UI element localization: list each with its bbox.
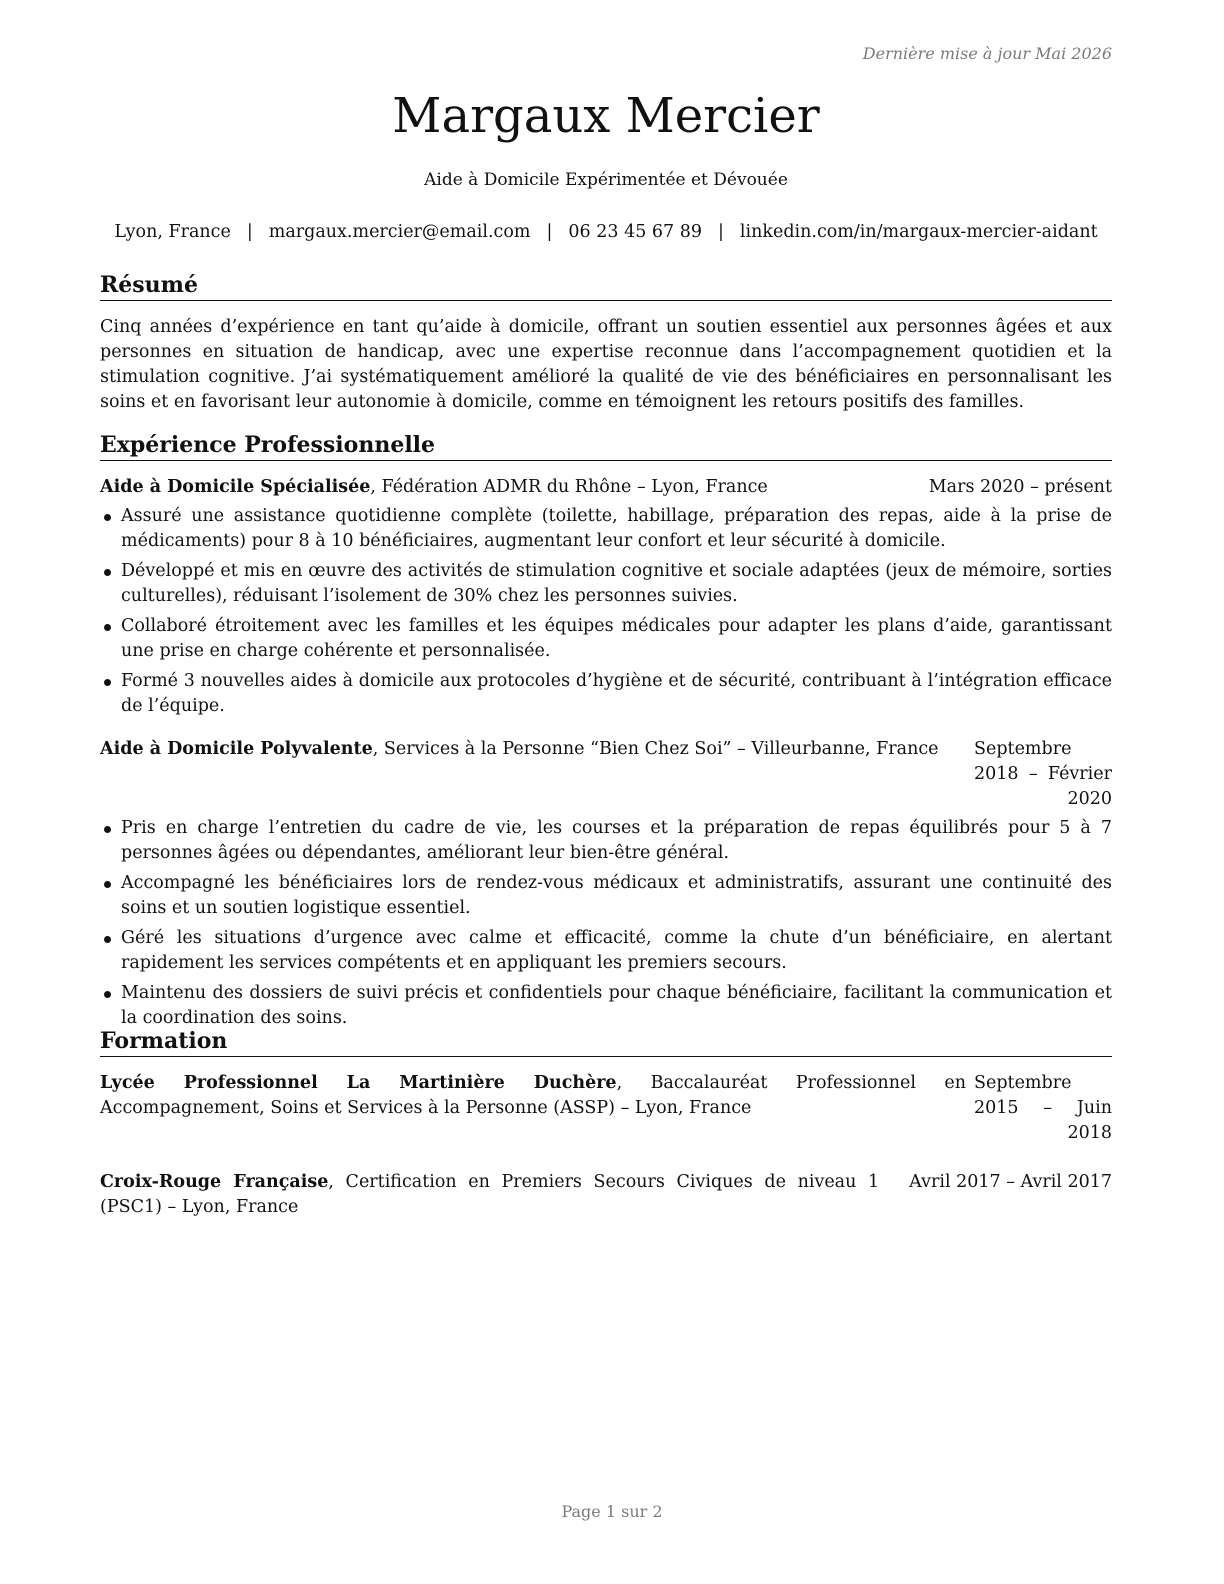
summary-section	[100, 270, 1112, 415]
list-item: Maintenu des dossiers de suivi précis et confidentiels pour chaque bénéficiaire, facilitant la communication et la coordination des soins.	[100, 981, 1112, 1031]
education-detail: , Certification en Premiers Secours Civiques de niveau 1 (PSC1) – Lyon, France	[100, 1172, 880, 1217]
contact-location: Lyon, France	[114, 222, 231, 242]
job-header	[100, 737, 1112, 812]
list-item: Géré les situations d’urgence avec calme et efficacité, comme la chute d’un bénéficiaire, en alertant rapidement les services compétents et en appliquant les premiers secours.	[100, 926, 1112, 976]
job-org: , Fédération ADMR du Rhône – Lyon, France	[370, 477, 768, 497]
education-entry	[100, 1071, 1112, 1146]
contact-phone[interactable]: 06 23 45 67 89	[568, 222, 702, 242]
bullet-icon	[104, 624, 111, 631]
contact-separator: |	[546, 222, 553, 242]
job-title-line	[100, 475, 921, 500]
job-entry	[100, 475, 1112, 719]
job-role: Aide à Domicile Polyvalente	[100, 739, 373, 759]
bullet-icon	[104, 936, 111, 943]
education-entry	[100, 1170, 1112, 1220]
education-line	[100, 1071, 966, 1121]
job-org: , Services à la Personne “Bien Chez Soi” – Villeurbanne, France	[372, 739, 939, 759]
education-school: Lycée Professionnel La Martinière Duchère	[100, 1073, 617, 1093]
education-line	[100, 1170, 879, 1220]
list-item: Assuré une assistance quotidienne complète (toilette, habillage, préparation des repas, aide à la prise de médicaments) pour 8 à 10 bénéficiaires, augmentant leur confort et leur sécurité à domicile.	[100, 504, 1112, 554]
job-role: Aide à Domicile Spécialisée	[100, 477, 371, 497]
contact-linkedin[interactable]: linkedin.com/in/margaux-mercier-aidant	[739, 222, 1098, 242]
candidate-name: Margaux Mercier	[392, 88, 820, 144]
education-dates: Septembre 2015 – Juin 2018	[974, 1073, 1112, 1143]
experience-section	[100, 430, 1112, 1036]
contact-email[interactable]: margaux.mercier@email.com	[268, 222, 531, 242]
job-entry	[100, 737, 1112, 1031]
section-title-experience: Expérience Professionnelle	[100, 430, 1112, 461]
list-item: Développé et mis en œuvre des activités de stimulation cognitive et sociale adaptées (jeux de mémoire, sorties culturelles), réduisant l’isolement de 30% chez les personnes suivies.	[100, 559, 1112, 609]
list-item: Formé 3 nouvelles aides à domicile aux protocoles d’hygiène et de sécurité, contribuant à l’intégration efficace de l’équipe.	[100, 669, 1112, 719]
list-item: Collaboré étroitement avec les familles et les équipes médicales pour adapter les plans d’aide, garantissant une prise en charge cohérente et personnalisée.	[100, 614, 1112, 664]
job-title-line	[100, 737, 966, 762]
contact-separator: |	[718, 222, 724, 242]
page-number: Page 1 sur 2	[561, 1502, 663, 1521]
bullet-icon	[104, 881, 111, 888]
bullet-icon	[104, 514, 111, 521]
section-title-education: Formation	[100, 1026, 1112, 1057]
job-bullets	[100, 816, 1112, 1031]
bullet-icon	[104, 569, 111, 576]
education-school: Croix-Rouge Française	[100, 1172, 329, 1192]
list-item: Accompagné les bénéficiaires lors de rendez-vous médicaux et administratifs, assurant une continuité des soins et un soutien logistique essentiel.	[100, 871, 1112, 921]
bullet-icon	[104, 679, 111, 686]
contact-line	[100, 220, 1112, 244]
section-title-summary: Résumé	[100, 270, 1112, 301]
education-section	[100, 1026, 1112, 1220]
education-dates: Avril 2017 – Avril 2017	[909, 1172, 1112, 1192]
job-header	[100, 475, 1112, 500]
list-item: Pris en charge l’entretien du cadre de vie, les courses et la préparation de repas équilibrés pour 5 à 7 personnes âgées ou dépendantes, améliorant leur bien-être général.	[100, 816, 1112, 866]
tagline: Aide à Domicile Expérimentée et Dévouée	[424, 170, 788, 190]
summary-text: Cinq années d’expérience en tant qu’aide à domicile, offrant un soutien essentiel aux personnes âgées et aux personnes en situation de handicap, avec une expertise reconnue dans l’accompagnement quotidien et la stimulation cognitive. J’ai systématiquement amélioré la qualité de vie des bénéficiaires en personnalisant les soins et en favorisant leur autonomie à domicile, comme en témoignent les retours positifs des familles.	[100, 317, 1112, 412]
job-dates: Mars 2020 – présent	[928, 477, 1112, 497]
job-dates: Septembre 2018 – Février 2020	[974, 739, 1112, 809]
job-bullets	[100, 504, 1112, 719]
last-updated: Dernière mise à jour Mai 2026	[862, 44, 1112, 63]
education-detail: , Baccalauréat Professionnel en Accompagnement, Soins et Services à la Personne (ASSP) – Lyon, France	[100, 1073, 966, 1118]
bullet-icon	[104, 991, 111, 998]
contact-separator: |	[246, 222, 253, 242]
bullet-icon	[104, 826, 111, 833]
